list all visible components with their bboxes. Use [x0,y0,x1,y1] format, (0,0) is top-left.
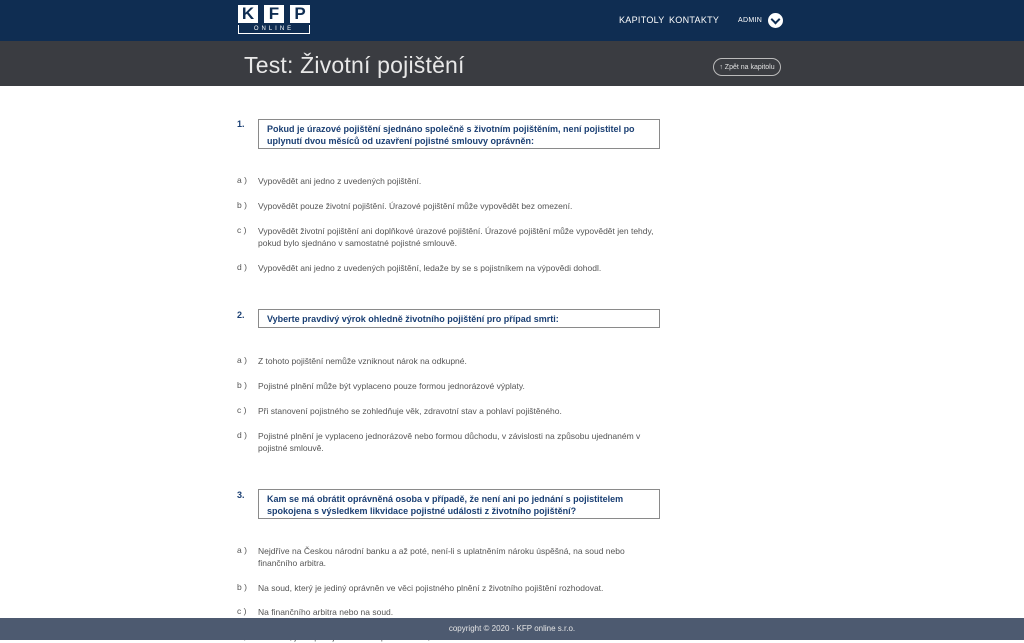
question-number: 2. [237,310,245,320]
answer-letter: d ) [237,262,247,272]
answer-option[interactable]: Pojistné plnění je vyplaceno jednorázově nebo formou důchodu, v závislosti na způsobu ujednaném v pojistné smlouvě. [258,431,641,453]
logo-subtitle: ONLINE [238,25,310,34]
answer-option[interactable]: Vypovědět pouze životní pojištění. Úrazové pojištění může vypovědět bez omezení. [258,201,573,211]
answer-option[interactable]: Na soud, který je jediný oprávněn ve věci pojistného plnění z životního pojištění rozhodovat. [258,583,604,593]
answer-option[interactable]: Z tohoto pojištění nemůže vzniknout nárok na odkupné. [258,356,467,366]
question-text: Kam se má obrátit oprávněná osoba v případě, že není ani po jednání s pojistitelem spokojena s výsledkem likvidace pojistné události z životního pojištění? [258,489,660,519]
answer-letter: b ) [237,582,247,592]
answer-option[interactable]: Pojistné plnění může být vyplaceno pouze formou jednorázové výplaty. [258,381,525,391]
answer-letter: b ) [237,200,247,210]
copyright-text: copyright © 2020 - KFP online s.r.o. [448,624,576,633]
answer-option[interactable]: Na finančního arbitra nebo na soud. [258,607,394,617]
chevron-down-icon[interactable] [768,13,783,28]
answer-option[interactable]: Vypovědět ani jedno z uvedených pojištění, ledaže by se s pojistníkem na výpovědi dohodl. [258,263,602,273]
logo-letters [238,5,310,23]
page-title: Test: Životní pojištění [244,52,465,78]
answer-letter: c ) [237,225,247,235]
question-text: Vyberte pravdivý výrok ohledně životního pojištění pro případ smrti: [258,309,660,328]
answer-option[interactable]: Nejdříve na Českou národní banku a až poté, není-li s uplatněním nároku úspěšná, na soud nebo finančního arbitra. [258,546,625,568]
question-text: Pokud je úrazové pojištění sjednáno společně s životním pojištěním, není pojistitel po uplynutí dvou měsíců od uzavření pojistné smlouvy oprávněn: [258,119,660,149]
answer-letter: a ) [237,175,247,185]
answer-option[interactable]: Vypovědět životní pojištění ani doplňkové úrazové pojištění. Úrazové pojištění může vypovědět jen tehdy, pokud bylo sjednáno v samostatné pojistné smlouvě. [258,226,654,248]
logo-letter-k: K [238,5,258,23]
logo-letter-p: P [290,5,310,23]
question-number: 1. [237,119,245,129]
answer-letter: b ) [237,380,247,390]
top-navigation-bar [0,0,1024,41]
answer-letter: d ) [237,430,247,440]
answer-letter: a ) [237,545,247,555]
admin-label[interactable]: ADMIN [738,17,763,24]
kfp-logo[interactable] [238,5,310,32]
nav-link-kapitoly[interactable]: KAPITOLY [619,15,665,25]
answer-letter: a ) [237,355,247,365]
answer-letter: c ) [237,606,247,616]
answer-option[interactable]: Vypovědět ani jedno z uvedených pojištění. [258,176,422,186]
answer-option[interactable]: Při stanovení pojistného se zohledňuje věk, zdravotní stav a pohlaví pojištěného. [258,406,562,416]
page-header [0,41,1024,86]
answer-letter: c ) [237,405,247,415]
nav-link-kontakty[interactable]: KONTAKTY [669,15,720,25]
test-content [0,86,1024,618]
footer [0,618,1024,640]
question-number: 3. [237,490,245,500]
back-to-chapter-button[interactable]: ↑ Zpět na kapitolu [713,58,781,76]
logo-letter-f: F [264,5,284,23]
